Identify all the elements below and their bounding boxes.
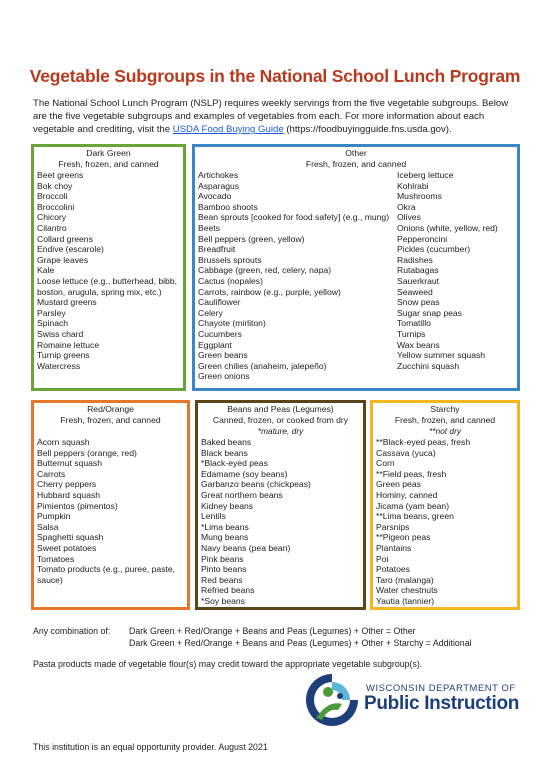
- list-item: Pink beans: [201, 553, 244, 564]
- list-item: Bok choy: [37, 180, 73, 191]
- dark-green-heading: Dark Green: [86, 148, 131, 158]
- list-item: Turnips: [397, 328, 426, 339]
- list-item: Green beans: [198, 350, 248, 361]
- list-item: Bamboo shoots: [198, 201, 258, 212]
- page-title: Vegetable Subgroups in the National School Lunch Program: [29, 66, 521, 86]
- list-item: Cucumbers: [198, 328, 242, 339]
- list-item: Navy beans (pea bean): [201, 542, 291, 553]
- combination-line-additional: Dark Green + Red/Orange + Beans and Peas (Legumes) + Other + Starchy = Additional: [129, 638, 472, 648]
- list-item: Red beans: [201, 574, 243, 585]
- list-item: Great northern beans: [201, 489, 283, 500]
- list-item: Artichokes: [198, 170, 239, 180]
- list-item: Plantains: [376, 542, 412, 553]
- list-item: Yautia (tannier): [376, 595, 435, 606]
- list-item: Sweet potatoes: [37, 542, 97, 553]
- intro-text: The National School Lunch Program (NSLP) requires weekly servings from the five vegetable subgroups. Below are the five vegetable subgroups and examples of vegetables from each. For more information about each vegetable and crediting, visit the: [33, 98, 509, 135]
- other-heading: Other: [345, 148, 367, 158]
- red-orange-heading: Red/Orange: [87, 404, 134, 414]
- list-item: Endive (escarole): [37, 244, 104, 255]
- dark-green-list: [34, 170, 183, 371]
- list-item: Turnip greens: [37, 350, 90, 361]
- list-item: Bell peppers (orange, red): [37, 447, 137, 458]
- list-item: Acorn squash: [37, 437, 90, 447]
- list-item: Carrots, rainbow (e.g., purple, yellow): [198, 286, 341, 297]
- list-item: Pimientos (pimentos): [37, 500, 118, 511]
- other-columns: [195, 170, 517, 382]
- list-item: Pepperoncini: [397, 233, 448, 244]
- list-item: **Lima beans, green: [376, 511, 454, 522]
- dark-green-subheading: Fresh, frozen, and canned: [58, 159, 159, 169]
- beans-peas-heading: Beans and Peas (Legumes): [227, 404, 334, 414]
- beans-peas-note: *mature, dry: [257, 426, 304, 436]
- dark-green-box: [31, 144, 186, 391]
- list-item: Zucchini squash: [397, 360, 460, 371]
- list-item: Seaweed: [397, 286, 433, 297]
- beans-peas-subheading: Canned, frozen, or cooked from dry: [212, 415, 349, 425]
- starchy-heading: Starchy: [430, 404, 460, 414]
- list-item: Lentils: [201, 511, 226, 522]
- list-item: Parsley: [37, 307, 66, 318]
- list-item: Tomatillo: [397, 318, 431, 329]
- beans-peas-list: [198, 437, 363, 607]
- list-item: Chayote (mirliton): [198, 318, 266, 329]
- other-list-col1: [195, 170, 394, 382]
- list-item: Rutabagas: [397, 265, 439, 276]
- other-subheading: Fresh, frozen, and canned: [305, 159, 407, 169]
- list-item: **Pigeon peas: [376, 532, 431, 543]
- list-item: Loose lettuce (e.g., butterhead, bibb, boston, arugula, spring mix, etc.): [37, 275, 177, 297]
- list-item: Yellow summer squash: [397, 350, 486, 361]
- intro-paragraph: [33, 97, 521, 136]
- starchy-subheading: Fresh, frozen, and canned: [394, 415, 496, 425]
- list-item: Snow peas: [397, 297, 440, 308]
- combination-label: Any combination of:: [33, 626, 111, 636]
- list-item: Cassava (yuca): [376, 447, 436, 458]
- list-item: Mung beans: [201, 532, 249, 543]
- list-item: Cactus (nopales): [198, 275, 263, 286]
- list-item: Butternut squash: [37, 458, 102, 469]
- list-item: Brussels sprouts: [198, 254, 262, 265]
- list-item: Cabbage (green, red, celery, napa): [198, 265, 332, 276]
- list-item: Beets: [198, 222, 220, 233]
- list-item: Pickles (cucumber): [397, 244, 471, 255]
- list-item: Wax beans: [397, 339, 440, 350]
- combination-line-other: Dark Green + Red/Orange + Beans and Peas (Legumes) + Other = Other: [129, 626, 416, 636]
- other-box: [192, 144, 520, 391]
- list-item: Baked beans: [201, 437, 252, 447]
- dpi-logo: [302, 670, 522, 730]
- list-item: *Black-eyed peas: [201, 458, 268, 469]
- list-item: Water chestnuts: [376, 585, 438, 596]
- list-item: Tomato products (e.g., puree, paste, sauce): [37, 564, 176, 585]
- list-item: Salsa: [37, 521, 59, 532]
- list-item: Sugar snap peas: [397, 307, 462, 318]
- list-item: Broccolini: [37, 201, 75, 212]
- starchy-box: [370, 400, 520, 610]
- pasta-note: Pasta products made of vegetable flour(s) may credit toward the appropriate vegetable subgroup(s).: [33, 659, 423, 669]
- beans-peas-box: [195, 400, 366, 610]
- list-item: Mustard greens: [37, 297, 97, 308]
- list-item: Tomatoes: [37, 553, 75, 564]
- list-item: Kidney beans: [201, 500, 254, 511]
- list-item: Cherry peppers: [37, 479, 97, 490]
- list-item: Garbanzo beans (chickpeas): [201, 479, 311, 490]
- red-orange-box: [31, 400, 190, 610]
- list-item: Cilantro: [37, 222, 67, 233]
- list-item: Taro (malanga): [376, 574, 434, 585]
- list-item: Spaghetti squash: [37, 532, 104, 543]
- list-item: Hominy, canned: [376, 489, 438, 500]
- list-item: Green onions: [198, 371, 250, 382]
- list-item: Sauerkraut: [397, 275, 440, 286]
- logo-text-bottom: Public Instruction: [364, 693, 520, 714]
- starchy-list: [373, 437, 517, 607]
- dpi-logo-icon: [302, 670, 362, 730]
- list-item: Refried beans: [201, 585, 255, 596]
- list-item: Grape leaves: [37, 254, 89, 265]
- list-item: Broccoli: [37, 191, 68, 202]
- list-item: Beet greens: [37, 170, 84, 180]
- list-item: Poi: [376, 553, 389, 564]
- intro-url-text: (https://foodbuyingguide.fns.usda.gov).: [283, 124, 452, 135]
- other-list-col2: [394, 170, 517, 382]
- list-item: Avocado: [198, 191, 232, 202]
- list-item: Swiss chard: [37, 328, 84, 339]
- list-item: Watercress: [37, 360, 81, 371]
- list-item: Collard greens: [37, 233, 93, 244]
- list-item: Green chilies (anaheim, jalepeño): [198, 360, 327, 371]
- list-item: Edamame (soy beans): [201, 468, 288, 479]
- starchy-note: **not dry: [428, 426, 462, 436]
- usda-food-buying-guide-link[interactable]: USDA Food Buying Guide: [172, 124, 284, 135]
- list-item: Pinto beans: [201, 564, 247, 575]
- list-item: Okra: [397, 201, 416, 212]
- list-item: Parsnips: [376, 521, 410, 532]
- list-item: *Soy beans: [201, 595, 245, 606]
- list-item: Kale: [37, 265, 55, 276]
- list-item: Iceberg lettuce: [397, 170, 454, 180]
- list-item: *Lima beans: [201, 521, 249, 532]
- list-item: Breadfruit: [198, 244, 236, 255]
- list-item: Radishes: [397, 254, 433, 265]
- list-item: Mushrooms: [397, 191, 442, 202]
- list-item: Corn: [376, 458, 395, 469]
- list-item: Romaine lettuce: [37, 339, 100, 350]
- list-item: **Field peas, fresh: [376, 468, 447, 479]
- list-item: Onions (white, yellow, red): [397, 222, 498, 233]
- logo-text-top: WISCONSIN DEPARTMENT OF: [366, 682, 516, 693]
- red-orange-subheading: Fresh, frozen, and canned: [60, 415, 161, 425]
- list-item: Green peas: [376, 479, 421, 490]
- list-item: Olives: [397, 212, 421, 223]
- list-item: Eggplant: [198, 339, 232, 350]
- list-item: Black beans: [201, 447, 248, 458]
- list-item: **Black-eyed peas, fresh: [376, 437, 471, 447]
- list-item: Cauliflower: [198, 297, 241, 308]
- red-orange-list: [34, 437, 187, 585]
- footer-text: This institution is an equal opportunity provider. August 2021: [33, 742, 268, 752]
- list-item: Bell peppers (green, yellow): [198, 233, 305, 244]
- list-item: Kohlrabi: [397, 180, 429, 191]
- list-item: Carrots: [37, 468, 66, 479]
- list-item: Bean sprouts [cooked for food safety] (e.g., mung): [198, 212, 390, 223]
- list-item: Celery: [198, 307, 223, 318]
- list-item: Jicama (yam bean): [376, 500, 450, 511]
- list-item: Hubbard squash: [37, 489, 101, 500]
- list-item: Asparagus: [198, 180, 240, 191]
- combination-equations: [129, 625, 472, 649]
- list-item: Potatoes: [376, 564, 410, 575]
- list-item: Pumpkin: [37, 511, 71, 522]
- list-item: Spinach: [37, 318, 69, 329]
- list-item: Chicory: [37, 212, 67, 223]
